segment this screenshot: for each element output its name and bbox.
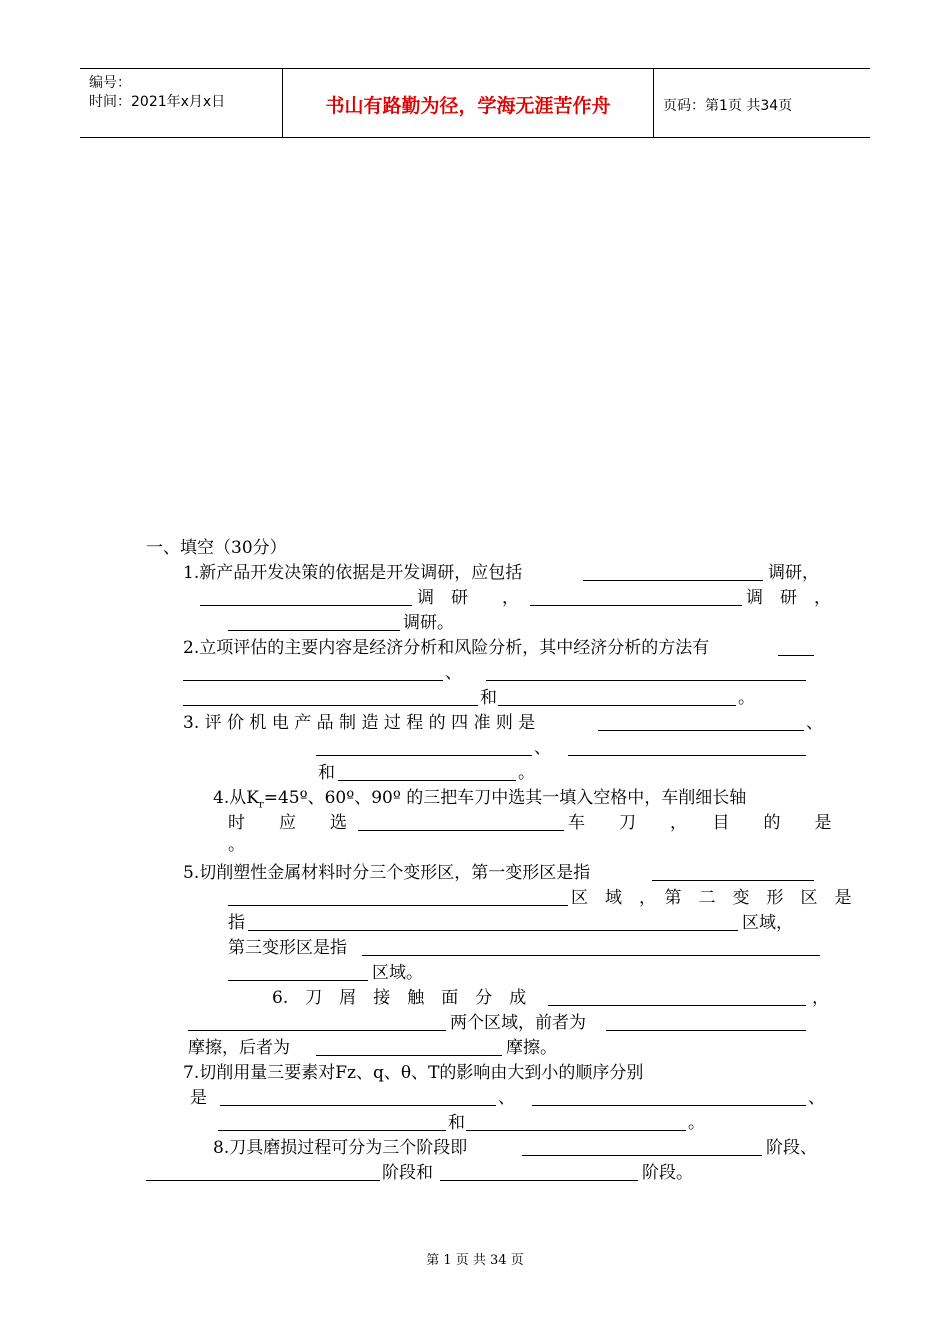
q1-blank-4[interactable] xyxy=(228,630,400,631)
q2-blank-2[interactable] xyxy=(486,680,806,681)
document-header xyxy=(80,68,870,138)
q6-blank-1[interactable] xyxy=(548,1005,806,1006)
q4-line2b: 车 刀 ， 目 的 是 xyxy=(568,813,832,833)
q2-text: 2.立项评估的主要内容是经济分析和风险分析，其中经济分析的方法有 xyxy=(183,638,710,658)
q2-blank-1-cont[interactable] xyxy=(183,680,443,681)
q4-line2a: 时 应 选 xyxy=(228,813,347,833)
q1-suffix-3: 调 研 ， xyxy=(746,588,831,608)
q3-blank-4[interactable] xyxy=(338,780,516,781)
q3-end: 。 xyxy=(518,763,535,783)
q2-blank-1[interactable] xyxy=(778,655,814,656)
q7-blank-2[interactable] xyxy=(532,1105,806,1106)
q7-and: 和 xyxy=(448,1113,465,1133)
q3-blank-2[interactable] xyxy=(316,755,532,756)
q1-suffix-1: 调研， xyxy=(768,563,819,583)
q8-blank-2[interactable] xyxy=(146,1180,380,1181)
q5-text: 5.切削塑性金属材料时分三个变形区，第一变形区是指 xyxy=(183,863,591,883)
q5-line-d: 第三变形区是指 xyxy=(228,938,347,958)
q7-blank-1[interactable] xyxy=(220,1105,496,1106)
q8-text: 8.刀具磨损过程可分为三个阶段即 xyxy=(213,1138,468,1158)
q1-blank-3[interactable] xyxy=(530,605,742,606)
q6-blank-3[interactable] xyxy=(606,1030,806,1031)
q4-blank[interactable] xyxy=(358,830,564,831)
q1-text: 1.新产品开发决策的依据是开发调研，应包括 xyxy=(183,563,523,583)
q1-suffix-4: 调研。 xyxy=(403,613,454,633)
q5-line-c: 区域， xyxy=(742,913,793,933)
page-footer: 第 1 页 共 34 页 xyxy=(426,1253,524,1268)
q7-blank-4[interactable] xyxy=(466,1130,686,1131)
q5-line-e: 区域。 xyxy=(372,963,423,983)
q2-blank-4[interactable] xyxy=(498,705,736,706)
q4-mid: =45º、60º、90º 的三把车刀中选其一填入空格中，车削细长轴 xyxy=(263,788,747,808)
q2-sep: 、 xyxy=(445,663,462,683)
q7-sep-2: 、 xyxy=(808,1088,825,1108)
q3-sep-2: 、 xyxy=(534,738,551,758)
q1-suffix-2: 调 研 ， xyxy=(417,588,519,608)
q4-end: 。 xyxy=(228,835,245,855)
header-page-cell xyxy=(654,69,870,137)
q8-blank-3[interactable] xyxy=(440,1180,638,1181)
q6-comma: ， xyxy=(812,988,829,1008)
q8-blank-1[interactable] xyxy=(522,1155,762,1156)
q3-blank-3[interactable] xyxy=(568,755,806,756)
q5-blank-2[interactable] xyxy=(248,930,738,931)
q8-stage-3: 阶段。 xyxy=(642,1163,693,1183)
header-motto-cell xyxy=(283,69,654,137)
q6-line-b: 摩擦。 xyxy=(506,1038,557,1058)
q5-blank-3[interactable] xyxy=(362,955,820,956)
serial-label: 编号： xyxy=(89,75,131,91)
motto-text: 书山有路勤为径，学海无涯苦作舟 xyxy=(325,95,611,117)
q7-text: 7.切削用量三要素对Fz、q、θ、T的影响由大到小的顺序分别 xyxy=(183,1063,644,1083)
q5-line-a: 区 域 ， 第 二 变 形 区 是 xyxy=(571,888,852,908)
q3-blank-1[interactable] xyxy=(598,730,804,731)
time-label: 时间：2021年x月x日 xyxy=(89,94,226,110)
q7-end: 。 xyxy=(688,1113,705,1133)
q5-blank-3-cont[interactable] xyxy=(228,980,368,981)
q6-line-a: 摩擦，后者为 xyxy=(188,1038,290,1058)
q3-text: 3. 评 价 机 电 产 品 制 造 过 程 的 四 准 则 是 xyxy=(183,713,536,733)
q7-sep-1: 、 xyxy=(498,1088,515,1108)
section-title: 一、填空（30分） xyxy=(146,538,287,558)
page-code: 页码：第1页 共34页 xyxy=(663,98,793,114)
q6-blank-4[interactable] xyxy=(316,1055,502,1056)
q6-blank-2[interactable] xyxy=(188,1030,446,1031)
q5-blank-1[interactable] xyxy=(652,880,814,881)
q5-blank-1-cont[interactable] xyxy=(228,905,568,906)
q4-subscript: r xyxy=(258,799,264,811)
q7-blank-3[interactable] xyxy=(218,1130,446,1131)
q6-mid: 两个区域，前者为 xyxy=(450,1013,586,1033)
q8-stage-2: 阶段和 xyxy=(382,1163,433,1183)
q2-blank-3[interactable] xyxy=(183,705,478,706)
q2-end: 。 xyxy=(738,688,755,708)
q3-and: 和 xyxy=(318,763,335,783)
header-meta-cell xyxy=(80,69,283,137)
q8-stage-1: 阶段、 xyxy=(766,1138,817,1158)
q7-line2: 是 xyxy=(190,1088,207,1108)
q4-prefix: 4.从K xyxy=(213,788,259,808)
q3-sep-1: 、 xyxy=(806,713,823,733)
q2-and: 和 xyxy=(480,688,497,708)
q5-line-b: 指 xyxy=(228,913,245,933)
q6-text: 6. 刀 屑 接 触 面 分 成 xyxy=(272,988,527,1008)
q1-blank-2[interactable] xyxy=(200,605,412,606)
q1-blank-1[interactable] xyxy=(583,580,763,581)
